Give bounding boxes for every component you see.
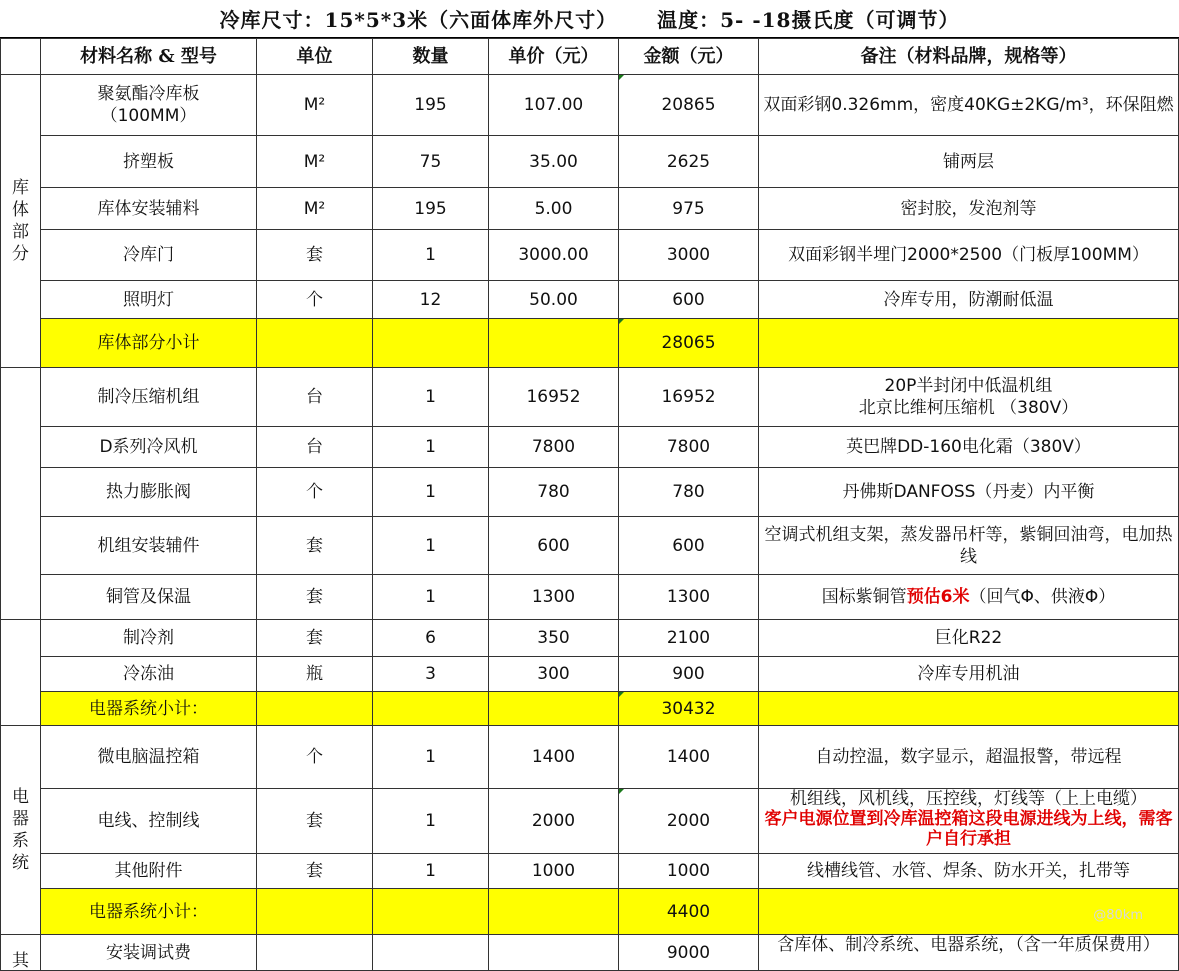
cell-qty[interactable]: 1	[373, 468, 489, 517]
cell-note[interactable]: 空调式机组支架，蒸发器吊杆等，紫铜回油弯，电加热线	[759, 517, 1179, 575]
cell-note[interactable]: 丹佛斯DANFOSS（丹麦）内平衡	[759, 468, 1179, 517]
cell-unit[interactable]: 台	[257, 427, 373, 468]
cell-amount[interactable]: 7800	[619, 427, 759, 468]
cell-note[interactable]: 双面彩钢0.326mm，密度40KG±2KG/m³，环保阻燃	[759, 75, 1179, 136]
cell-price[interactable]: 3000.00	[489, 230, 619, 281]
subtotal-empty[interactable]	[759, 319, 1179, 368]
header-qty[interactable]: 数量	[373, 39, 489, 75]
table-row	[1, 368, 1179, 427]
cell-name[interactable]: 制冷压缩机组	[41, 368, 257, 427]
cell-unit[interactable]: M²	[257, 136, 373, 188]
table-row	[1, 854, 1179, 889]
subtotal-empty[interactable]	[373, 692, 489, 726]
cell-qty[interactable]: 1	[373, 517, 489, 575]
cell-note[interactable]: 冷库专用机油	[759, 657, 1179, 692]
cell-qty[interactable]: 1	[373, 575, 489, 620]
cell-name[interactable]: 库体安装辅料	[41, 188, 257, 230]
cell-name[interactable]: D系列冷风机	[41, 427, 257, 468]
cell-price[interactable]: 107.00	[489, 75, 619, 136]
cell-price[interactable]: 1300	[489, 575, 619, 620]
cell-name[interactable]: 其他附件	[41, 854, 257, 889]
subtotal-empty[interactable]	[373, 889, 489, 935]
note-text: 国标紫铜管	[821, 587, 907, 607]
cell-amount[interactable]: 9000	[619, 935, 759, 971]
cell-note[interactable]: 线槽线管、水管、焊条、防水开关，扎带等	[759, 854, 1179, 889]
subtotal-amount[interactable]: 28065	[619, 319, 759, 368]
quotation-table	[0, 38, 1179, 971]
cell-qty[interactable]: 75	[373, 136, 489, 188]
cell-name[interactable]: 冷冻油	[41, 657, 257, 692]
cell-note[interactable]: 双面彩钢半埋门2000*2500（门板厚100MM）	[759, 230, 1179, 281]
cell-note[interactable]	[759, 575, 1179, 620]
cell-qty[interactable]: 3	[373, 657, 489, 692]
category-refrigerant[interactable]	[1, 620, 41, 726]
cell-amount[interactable]: 600	[619, 281, 759, 319]
subtotal-empty[interactable]	[759, 692, 1179, 726]
cell-name[interactable]: 照明灯	[41, 281, 257, 319]
cell-note[interactable]	[759, 789, 1179, 854]
cell-name[interactable]: 制冷剂	[41, 620, 257, 657]
watermark: @80km	[1093, 908, 1143, 923]
cell-price[interactable]: 16952	[489, 368, 619, 427]
cell-qty[interactable]	[373, 935, 489, 971]
cell-note[interactable]: 英巴牌DD-160电化霜（380V）	[759, 427, 1179, 468]
subtotal-empty[interactable]	[489, 889, 619, 935]
table-row	[1, 726, 1179, 789]
subtotal-empty[interactable]	[257, 692, 373, 726]
category-body[interactable]: 库 体 部 分	[1, 75, 41, 368]
cell-name[interactable]: 热力膨胀阀	[41, 468, 257, 517]
subtotal-row	[1, 692, 1179, 726]
cell-note[interactable]: 20P半封闭中低温机组 北京比维柯压缩机 （380V）	[759, 368, 1179, 427]
cell-unit[interactable]: 个	[257, 281, 373, 319]
cell-unit[interactable]: M²	[257, 188, 373, 230]
cell-qty[interactable]: 12	[373, 281, 489, 319]
table-row	[1, 230, 1179, 281]
cell-unit[interactable]: 个	[257, 468, 373, 517]
cell-note[interactable]: 冷库专用，防潮耐低温	[759, 281, 1179, 319]
cell-qty[interactable]: 1	[373, 427, 489, 468]
cell-price[interactable]: 35.00	[489, 136, 619, 188]
cell-price[interactable]: 350	[489, 620, 619, 657]
cell-amount[interactable]: 1000	[619, 854, 759, 889]
cell-name[interactable]: 挤塑板	[41, 136, 257, 188]
cell-qty[interactable]: 195	[373, 75, 489, 136]
cell-price[interactable]: 1400	[489, 726, 619, 789]
cell-unit[interactable]: 套	[257, 575, 373, 620]
cell-unit[interactable]: M²	[257, 75, 373, 136]
cell-unit[interactable]: 套	[257, 230, 373, 281]
table-row	[1, 935, 1179, 971]
table-row	[1, 468, 1179, 517]
table-row	[1, 575, 1179, 620]
cell-unit[interactable]: 套	[257, 620, 373, 657]
subtotal-amount[interactable]: 30432	[619, 692, 759, 726]
title-dimensions: 冷库尺寸：15*5*3米（六面体库外尺寸）	[219, 8, 618, 32]
subtotal-label[interactable]: 电器系统小计：	[41, 692, 257, 726]
cell-qty[interactable]: 6	[373, 620, 489, 657]
note-text: 机组线，风机线，压控线，灯线等（上上电缆）	[790, 789, 1147, 809]
header-note[interactable]: 备注（材料品牌，规格等）	[759, 39, 1179, 75]
cell-price[interactable]: 7800	[489, 427, 619, 468]
header-price[interactable]: 单价（元）	[489, 39, 619, 75]
cell-qty[interactable]: 1	[373, 789, 489, 854]
cell-unit[interactable]: 瓶	[257, 657, 373, 692]
table-row	[1, 281, 1179, 319]
cell-unit[interactable]: 套	[257, 517, 373, 575]
subtotal-label[interactable]: 库体部分小计	[41, 319, 257, 368]
cell-name[interactable]: 冷库门	[41, 230, 257, 281]
table-row	[1, 136, 1179, 188]
cell-price[interactable]: 600	[489, 517, 619, 575]
table-row	[1, 657, 1179, 692]
cell-unit[interactable]: 套	[257, 854, 373, 889]
cell-amount[interactable]: 1400	[619, 726, 759, 789]
cell-note[interactable]: 铺两层	[759, 136, 1179, 188]
note-text: （回气Φ、供液Φ）	[969, 587, 1116, 607]
header-amount[interactable]: 金额（元）	[619, 39, 759, 75]
title-temperature: 温度：5- -18摄氏度（可调节）	[657, 8, 960, 32]
table-row	[1, 75, 1179, 136]
cell-unit[interactable]: 个	[257, 726, 373, 789]
header-row	[1, 39, 1179, 75]
cell-qty[interactable]: 1	[373, 726, 489, 789]
subtotal-empty[interactable]	[489, 692, 619, 726]
cell-amount[interactable]: 1300	[619, 575, 759, 620]
cell-price[interactable]: 5.00	[489, 188, 619, 230]
table-row	[1, 517, 1179, 575]
table-row	[1, 789, 1179, 854]
cell-name[interactable]: 安装调试费	[41, 935, 257, 971]
cell-amount[interactable]: 975	[619, 188, 759, 230]
cell-name[interactable]: 微电脑温控箱	[41, 726, 257, 789]
subtotal-empty[interactable]	[373, 319, 489, 368]
subtotal-row	[1, 889, 1179, 935]
cell-qty[interactable]: 1	[373, 854, 489, 889]
cell-qty[interactable]: 195	[373, 188, 489, 230]
cell-amount[interactable]: 780	[619, 468, 759, 517]
table-row	[1, 620, 1179, 657]
header-blank-cell[interactable]	[1, 39, 41, 75]
cell-price[interactable]	[489, 935, 619, 971]
cell-unit[interactable]: 台	[257, 368, 373, 427]
note-highlight: 客户电源位置到冷库温控箱这段电源进线为上线，需客户自行承担	[764, 809, 1173, 849]
category-other[interactable]: 其	[1, 935, 41, 971]
cell-note[interactable]: 密封胶，发泡剂等	[759, 188, 1179, 230]
subtotal-row	[1, 319, 1179, 368]
cell-name[interactable]: 聚氨酯冷库板 （100MM）	[41, 75, 257, 136]
cell-price[interactable]: 2000	[489, 789, 619, 854]
note-text: 含库体、制冷系统、电器系统，（含一年质保费用）	[777, 935, 1160, 955]
cell-price[interactable]: 300	[489, 657, 619, 692]
header-name[interactable]: 材料名称 & 型号	[41, 39, 257, 75]
cell-price[interactable]: 780	[489, 468, 619, 517]
category-refrigeration[interactable]	[1, 368, 41, 620]
cell-amount[interactable]: 16952	[619, 368, 759, 427]
cell-name[interactable]: 铜管及保温	[41, 575, 257, 620]
cell-unit[interactable]: 套	[257, 789, 373, 854]
cell-note[interactable]: 自动控温，数字显示，超温报警，带远程	[759, 726, 1179, 789]
cell-amount[interactable]: 600	[619, 517, 759, 575]
subtotal-empty[interactable]	[257, 319, 373, 368]
cell-name[interactable]: 电线、控制线	[41, 789, 257, 854]
sheet-title[interactable]	[0, 0, 1179, 38]
cell-name[interactable]: 机组安装辅件	[41, 517, 257, 575]
cell-qty[interactable]: 1	[373, 368, 489, 427]
cell-amount[interactable]: 2625	[619, 136, 759, 188]
table-row	[1, 188, 1179, 230]
cell-amount[interactable]: 2000	[619, 789, 759, 854]
cell-price[interactable]: 1000	[489, 854, 619, 889]
subtotal-empty[interactable]	[489, 319, 619, 368]
cell-amount[interactable]: 900	[619, 657, 759, 692]
cell-amount[interactable]: 2100	[619, 620, 759, 657]
cell-price[interactable]: 50.00	[489, 281, 619, 319]
category-electrical[interactable]: 电 器 系 统	[1, 726, 41, 935]
subtotal-label[interactable]: 电器系统小计：	[41, 889, 257, 935]
cell-amount[interactable]: 3000	[619, 230, 759, 281]
cell-amount[interactable]: 20865	[619, 75, 759, 136]
subtotal-amount[interactable]: 4400	[619, 889, 759, 935]
table-row	[1, 427, 1179, 468]
cell-note[interactable]: 巨化R22	[759, 620, 1179, 657]
note-highlight: 预估6米	[906, 587, 970, 607]
cell-unit[interactable]	[257, 935, 373, 971]
header-unit[interactable]: 单位	[257, 39, 373, 75]
subtotal-empty[interactable]	[257, 889, 373, 935]
cell-note[interactable]	[759, 935, 1179, 971]
cell-qty[interactable]: 1	[373, 230, 489, 281]
